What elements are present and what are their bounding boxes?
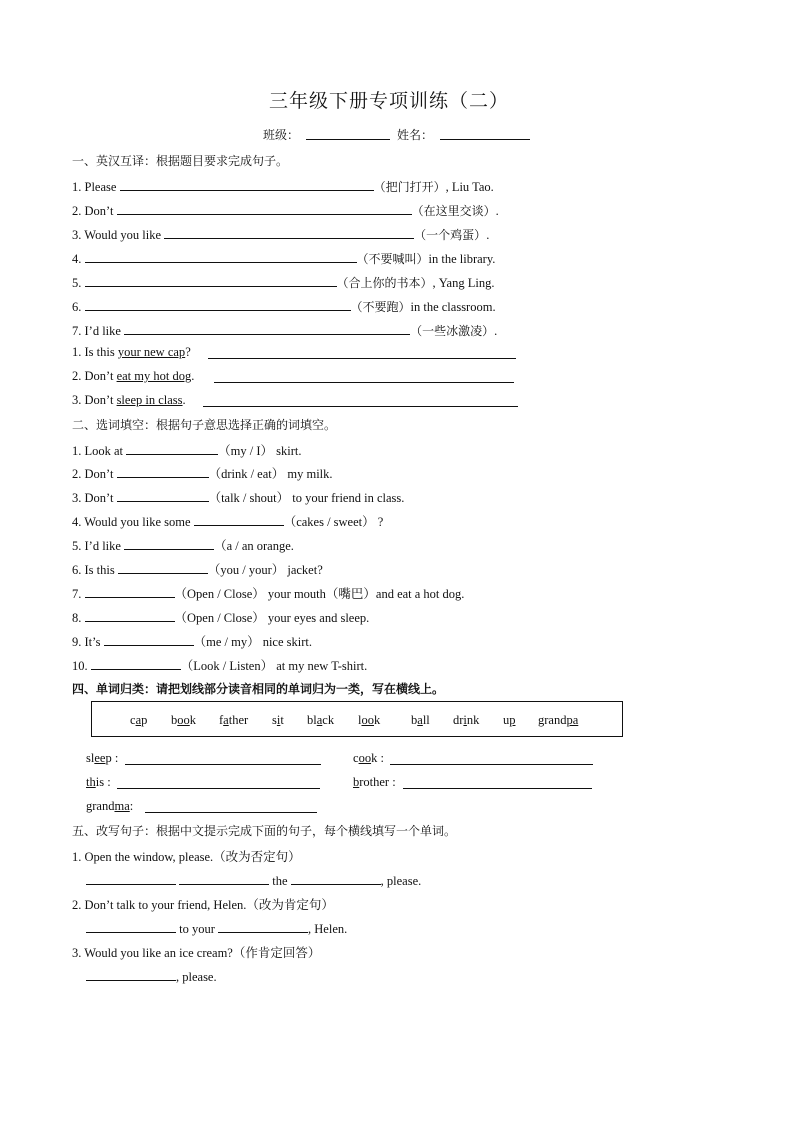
answer-blank[interactable] — [218, 919, 308, 933]
section5-heading: 五、改写句子：根据中文提示完成下面的句子，每个横线填写一个单词。 — [72, 824, 457, 838]
answer-blank[interactable] — [291, 871, 381, 885]
answer-blank[interactable] — [125, 764, 321, 765]
answer-blank[interactable] — [91, 656, 181, 670]
s1-translate-2: 2. Don’t eat my hot dog. — [72, 369, 195, 383]
answer-blank[interactable] — [86, 871, 176, 885]
answer-blank[interactable] — [403, 788, 592, 789]
word: cap — [130, 713, 148, 727]
answer-blank[interactable] — [86, 919, 176, 933]
answer-blank[interactable] — [390, 764, 593, 765]
answer-blank[interactable] — [208, 358, 516, 359]
answer-blank[interactable] — [117, 488, 209, 502]
s1-translate-3: 3. Don’t sleep in class. — [72, 393, 186, 407]
s2-item-4: 4. Would you like some （cakes / sweet） ? — [72, 512, 383, 530]
answer-blank[interactable] — [85, 249, 357, 263]
section2-heading: 二、选词填空：根据句子意思选择正确的词填空。 — [72, 418, 337, 432]
word-box — [91, 701, 623, 737]
answer-blank[interactable] — [85, 297, 351, 311]
s1-translate-1: 1. Is this your new cap? — [72, 345, 191, 359]
word: grandpa — [538, 713, 579, 727]
answer-blank[interactable] — [164, 225, 414, 239]
answer-blank[interactable] — [203, 406, 518, 407]
s2-item-6: 6. Is this （you / your） jacket? — [72, 560, 323, 578]
answer-blank[interactable] — [117, 464, 209, 478]
s1-item-2: 2. Don’t （在这里交谈）. — [72, 201, 499, 219]
answer-blank[interactable] — [118, 560, 208, 574]
s5-question-2: 2. Don’t talk to your friend, Helen.（改为肯定句） — [72, 898, 334, 912]
name-label: 姓名： — [397, 128, 434, 142]
group-grandma: grandma: — [86, 799, 134, 813]
word: sit — [272, 713, 284, 727]
word: black — [307, 713, 335, 727]
s2-item-2: 2. Don’t （drink / eat） my milk. — [72, 464, 333, 482]
word: up — [503, 713, 516, 727]
s2-item-1: 1. Look at （my / I） skirt. — [72, 441, 302, 459]
page-title: 三年级下册专项训练（二） — [269, 90, 510, 112]
answer-blank[interactable] — [117, 788, 320, 789]
s2-item-8: 8. （Open / Close） your eyes and sleep. — [72, 608, 369, 626]
word: book — [171, 713, 196, 727]
answer-blank[interactable] — [104, 632, 194, 646]
section1-heading: 一、英汉互译：根据题目要求完成句子。 — [72, 154, 289, 168]
answer-blank[interactable] — [124, 321, 410, 335]
s2-item-9: 9. It’s （me / my） nice skirt. — [72, 632, 312, 650]
group-brother: brother : — [353, 775, 396, 789]
answer-blank[interactable] — [145, 812, 317, 813]
name-blank[interactable] — [440, 139, 530, 140]
group-this: this : — [86, 775, 111, 789]
s2-item-3: 3. Don’t （talk / shout） to your friend in class. — [72, 488, 404, 506]
s5-question-1: 1. Open the window, please.（改为否定句） — [72, 850, 301, 864]
word: look — [358, 713, 381, 727]
answer-blank[interactable] — [117, 201, 412, 215]
word: drink — [453, 713, 480, 727]
s1-item-3: 3. Would you like （一个鸡蛋）. — [72, 225, 489, 243]
s1-item-4: 4. （不要喊叫）in the library. — [72, 249, 495, 267]
group-sleep: sleep : — [86, 751, 119, 765]
s1-item-6: 6. （不要跑）in the classroom. — [72, 297, 496, 315]
s1-item-5: 5. （合上你的书本）, Yang Ling. — [72, 273, 494, 291]
s1-item-7: 7. I’d like （一些冰激凌）. — [72, 321, 497, 339]
answer-blank[interactable] — [85, 273, 337, 287]
answer-blank[interactable] — [179, 871, 269, 885]
s5-question-3: 3. Would you like an ice cream?（作肯定回答） — [72, 946, 321, 960]
answer-blank[interactable] — [214, 382, 514, 383]
s1-item-1: 1. Please （把门打开）, Liu Tao. — [72, 177, 494, 195]
s2-item-5: 5. I’d like （a / an orange. — [72, 536, 294, 554]
s5-answer-1: the , please. — [86, 871, 421, 889]
answer-blank[interactable] — [126, 441, 218, 455]
s5-answer-2: to your , Helen. — [86, 919, 347, 937]
answer-blank[interactable] — [194, 512, 284, 526]
answer-blank[interactable] — [86, 967, 176, 981]
answer-blank[interactable] — [120, 177, 374, 191]
s2-item-10: 10. （Look / Listen） at my new T-shirt. — [72, 656, 367, 674]
s2-item-7: 7. （Open / Close） your mouth（嘴巴）and eat a hot dog. — [72, 584, 464, 602]
section4-heading: 四、单词归类：请把划线部分读音相同的单词归为一类，写在横线上。 — [72, 682, 445, 696]
word: father — [219, 713, 249, 727]
class-label: 班级： — [263, 128, 300, 142]
answer-blank[interactable] — [85, 584, 175, 598]
answer-blank[interactable] — [124, 536, 214, 550]
s5-answer-3: , please. — [86, 967, 217, 985]
answer-blank[interactable] — [85, 608, 175, 622]
group-cook: cook : — [353, 751, 384, 765]
word: ball — [411, 713, 430, 727]
class-blank[interactable] — [306, 139, 390, 140]
